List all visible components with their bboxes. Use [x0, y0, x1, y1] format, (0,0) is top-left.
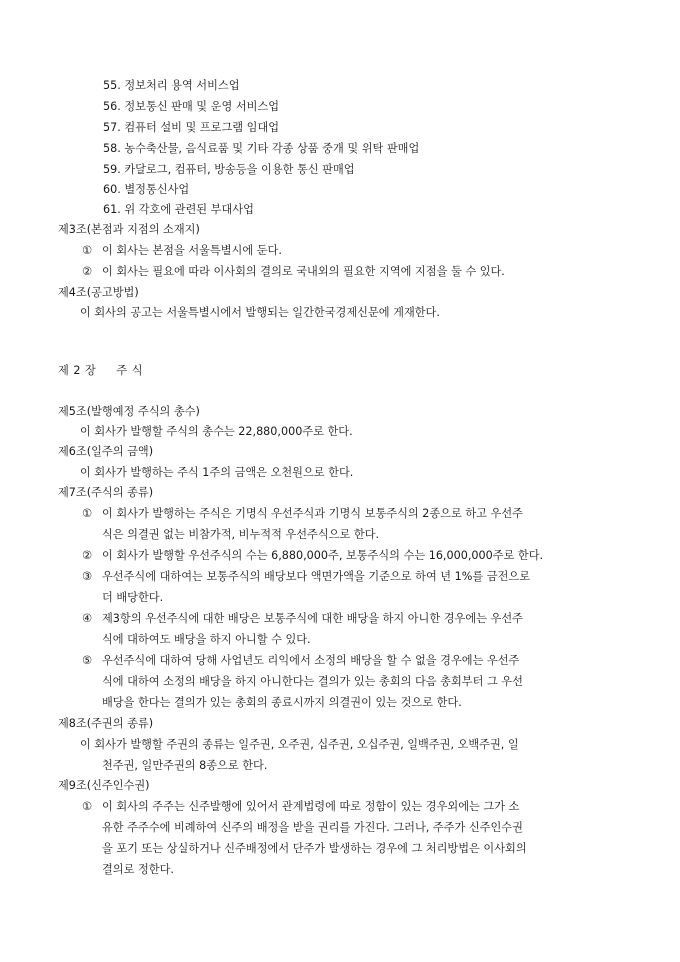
- article-7-clause-2: 이 회사가 발행할 우선주식의 수는 6,880,000주, 보통주식의 수는 16,000,000주로 한다.: [102, 549, 544, 562]
- article-9-clause-1-cont: 을 포기 또는 상실하거나 신주배정에서 단주가 발생하는 경우에 그 처리방법은 이사회의: [102, 842, 527, 855]
- article-8-body-cont: 천주권, 일만주권의 8종으로 한다.: [102, 759, 268, 772]
- article-8-body: 이 회사가 발행할 주권의 종류는 일주권, 오주권, 십주권, 오십주권, 일백주권, 오백주권, 일: [80, 738, 519, 751]
- article-8-heading: 제8조(주권의 종류): [58, 717, 154, 730]
- list-item: 58. 농수축산물, 음식료품 및 기타 각종 상품 중개 및 위탁 판매업: [103, 142, 420, 155]
- clause-number: ④: [81, 612, 93, 625]
- list-item: 55. 정보처리 용역 서비스업: [103, 79, 240, 92]
- article-3-clause-1: 이 회사는 본점을 서울특별시에 둔다.: [102, 244, 282, 257]
- clause-number: ①: [81, 507, 93, 520]
- clause-number: ⑤: [81, 654, 93, 667]
- article-7-clause-4-cont: 식에 대하여도 배당을 하지 아니할 수 있다.: [102, 633, 311, 646]
- clause-number: ③: [81, 570, 93, 583]
- list-item: 57. 컴퓨터 설비 및 프로그램 임대업: [103, 121, 280, 134]
- article-7-clause-5-cont: 식에 대하여 소정의 배당을 하지 아니한다는 결의가 있는 총회의 다음 총회부터 그 우선: [102, 675, 523, 688]
- article-9-heading: 제9조(신주인수권): [58, 779, 150, 792]
- article-7-clause-1: 이 회사가 발행하는 주식은 기명식 우선주식과 기명식 보통주식의 2종으로 하고 우선주: [102, 507, 523, 520]
- article-7-clause-1-cont: 식은 의결권 없는 비참가적, 비누적적 우선주식으로 한다.: [102, 528, 380, 541]
- article-5-heading: 제5조(발행예정 주식의 총수): [58, 405, 200, 418]
- clause-number: ①: [81, 244, 93, 257]
- clause-number: ①: [81, 800, 93, 813]
- article-7-heading: 제7조(주식의 종류): [58, 486, 154, 499]
- list-item: 61. 위 각호에 관련된 부대사업: [103, 203, 254, 216]
- article-7-clause-3: 우선주식에 대하여는 보통주식의 배당보다 액면가액을 기준으로 하여 년 1%를 금전으로: [102, 570, 531, 583]
- chapter-heading: [58, 361, 143, 381]
- article-3-clause-2: 이 회사는 필요에 따라 이사회의 결의로 국내외의 필요한 지역에 지점을 둘 수 있다.: [102, 265, 505, 278]
- article-7-clause-5: 우선주식에 대하여 당해 사업년도 리익에서 소정의 배당을 할 수 없을 경우에는 우선주: [102, 654, 520, 667]
- article-9-clause-1: 이 회사의 주주는 신주발행에 있어서 관계법령에 따로 정함이 있는 경우외에는 그가 소: [102, 800, 520, 813]
- article-4-heading: 제4조(공고방법): [58, 286, 139, 299]
- list-item: 59. 카달로그, 컴퓨터, 방송등을 이용한 통신 판매업: [103, 163, 355, 176]
- chapter-title: 주 식: [116, 364, 144, 377]
- article-9-clause-1-cont: 결의로 정한다.: [102, 863, 174, 876]
- article-7-clause-4: 제3항의 우선주식에 대한 배당은 보통주식에 대한 배당을 하지 아니한 경우에는 우선주: [102, 612, 523, 625]
- chapter-number: 제 2 장: [58, 364, 97, 377]
- clause-number: ②: [81, 265, 93, 278]
- article-7-clause-3-cont: 더 배당한다.: [102, 591, 164, 604]
- article-6-heading: 제6조(일주의 금액): [58, 445, 154, 458]
- list-item: 56. 정보통신 판매 및 운영 서비스업: [103, 100, 280, 113]
- article-4-body: 이 회사의 공고는 서울특별시에서 발행되는 일간한국경제신문에 게재한다.: [80, 306, 440, 319]
- article-7-clause-5-cont: 배당을 한다는 결의가 있는 총회의 종료시까지 의결권이 있는 것으로 한다.: [102, 696, 462, 709]
- article-5-body: 이 회사가 발행할 주식의 총수는 22,880,000주로 한다.: [80, 425, 353, 438]
- article-3-heading: 제3조(본점과 지점의 소재지): [58, 223, 200, 236]
- list-item: 60. 별정통신사업: [103, 183, 190, 196]
- clause-number: ②: [81, 549, 93, 562]
- article-6-body: 이 회사가 발행하는 주식 1주의 금액은 오천원으로 한다.: [80, 466, 354, 479]
- article-9-clause-1-cont: 유한 주주수에 비례하여 신주의 배정을 받을 권리를 가진다. 그러나, 주주가 신주인수권: [102, 821, 523, 834]
